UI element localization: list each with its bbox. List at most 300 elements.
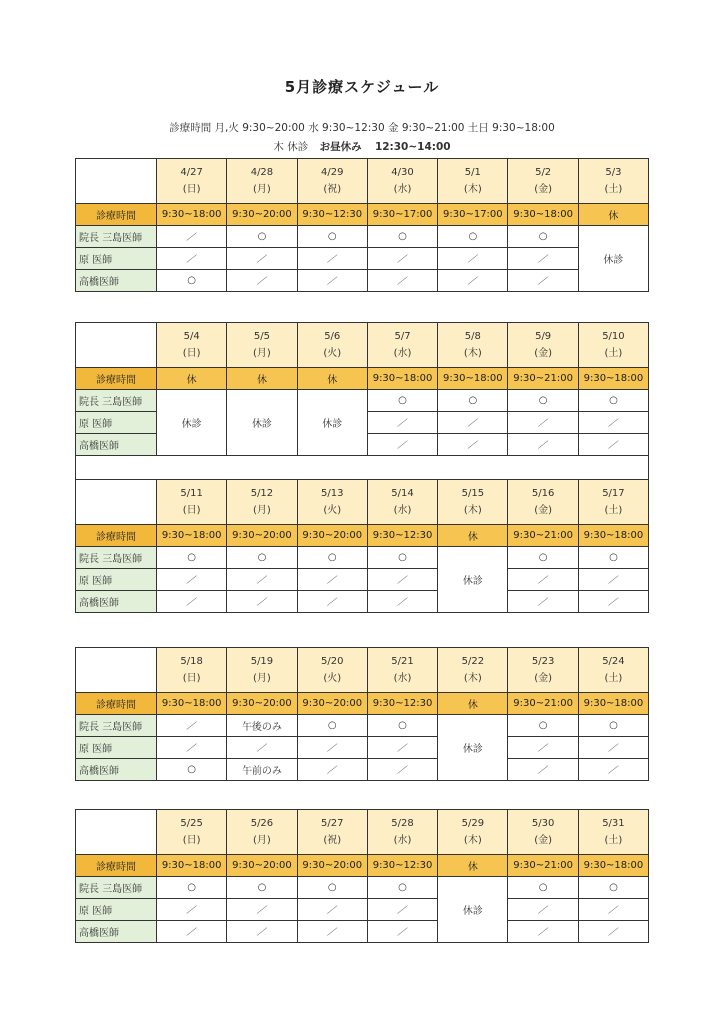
date-label: 5/19 bbox=[250, 656, 274, 667]
availability-cell bbox=[367, 226, 437, 248]
date-label: 5/13 bbox=[321, 488, 344, 499]
date-cell bbox=[157, 810, 227, 855]
hours-cell: 休 bbox=[578, 204, 648, 226]
date-cell bbox=[227, 810, 297, 855]
hours-cell: 9:30~18:00 bbox=[438, 368, 508, 390]
weekday-label: (金) bbox=[534, 673, 553, 684]
availability-cell bbox=[157, 759, 227, 781]
hours-row bbox=[76, 204, 649, 226]
availability-cell bbox=[227, 591, 297, 613]
date-cell bbox=[508, 648, 578, 693]
availability-cell bbox=[297, 737, 367, 759]
availability-cell bbox=[367, 921, 437, 943]
date-cell bbox=[578, 159, 648, 204]
weekday-label: (火) bbox=[323, 348, 342, 359]
availability-cell bbox=[438, 434, 508, 456]
doctor-row bbox=[76, 877, 649, 899]
availability-cell bbox=[438, 390, 508, 412]
date-cell bbox=[367, 480, 437, 525]
availability-cell bbox=[578, 412, 648, 434]
weekday-label: (木) bbox=[463, 184, 482, 195]
availability-cell bbox=[508, 390, 578, 412]
hours-cell: 9:30~18:00 bbox=[157, 693, 227, 715]
available-mark: ○ bbox=[327, 552, 337, 563]
hours-cell: 9:30~20:00 bbox=[227, 855, 297, 877]
availability-cell bbox=[508, 547, 578, 569]
hours-cell: 9:30~17:00 bbox=[438, 204, 508, 226]
availability-cell bbox=[578, 715, 648, 737]
date-cell bbox=[508, 159, 578, 204]
availability-cell bbox=[508, 877, 578, 899]
hours-cell: 9:30~12:30 bbox=[367, 525, 437, 547]
hours-cell: 休 bbox=[297, 368, 367, 390]
closed-cell: 休診 bbox=[227, 390, 297, 456]
hours-cell: 9:30~18:00 bbox=[508, 204, 578, 226]
date-label: 4/28 bbox=[250, 167, 274, 178]
date-label: 5/31 bbox=[602, 818, 625, 829]
doctor-name: 院長 三島医師 bbox=[76, 715, 157, 737]
availability-cell bbox=[367, 270, 437, 292]
date-cell bbox=[157, 648, 227, 693]
available-mark: ○ bbox=[257, 231, 267, 242]
doctor-name: 院長 三島医師 bbox=[76, 390, 157, 412]
hours-cell: 休 bbox=[157, 368, 227, 390]
hours-cell: 9:30~21:00 bbox=[508, 855, 578, 877]
weekday-label: (木) bbox=[463, 673, 482, 684]
availability-text: 午前のみ bbox=[241, 766, 282, 777]
hours-cell: 9:30~20:00 bbox=[227, 204, 297, 226]
not-available-mark: ／ bbox=[326, 596, 338, 608]
availability-cell bbox=[157, 248, 227, 270]
not-available-mark: ／ bbox=[397, 417, 409, 429]
availability-cell bbox=[297, 248, 367, 270]
availability-cell bbox=[578, 390, 648, 412]
not-available-mark: ／ bbox=[397, 904, 409, 916]
date-cell bbox=[578, 480, 648, 525]
not-available-mark: ／ bbox=[256, 253, 268, 265]
not-available-mark: ／ bbox=[537, 904, 549, 916]
date-cell bbox=[367, 159, 437, 204]
date-label: 5/2 bbox=[535, 167, 552, 178]
hours-cell: 9:30~18:00 bbox=[157, 525, 227, 547]
availability-cell bbox=[227, 877, 297, 899]
weekday-label: (木) bbox=[463, 348, 482, 359]
hours-cell: 9:30~18:00 bbox=[157, 855, 227, 877]
not-available-mark: ／ bbox=[607, 596, 619, 608]
available-mark: ○ bbox=[257, 882, 267, 893]
not-available-mark: ／ bbox=[186, 596, 198, 608]
availability-cell bbox=[227, 899, 297, 921]
not-available-mark: ／ bbox=[397, 439, 409, 451]
weekday-label: (水) bbox=[393, 673, 412, 684]
availability-cell bbox=[157, 899, 227, 921]
available-mark: ○ bbox=[398, 720, 407, 731]
date-cell bbox=[438, 810, 508, 855]
not-available-mark: ／ bbox=[537, 253, 549, 265]
hours-cell: 9:30~18:00 bbox=[157, 204, 227, 226]
corner-cell bbox=[76, 810, 157, 855]
date-cell bbox=[297, 323, 367, 368]
not-available-mark: ／ bbox=[607, 904, 619, 916]
availability-cell bbox=[578, 434, 648, 456]
weekday-label: (日) bbox=[182, 505, 201, 516]
hours-cell: 9:30~12:30 bbox=[297, 204, 367, 226]
date-label: 4/27 bbox=[180, 167, 203, 178]
availability-cell bbox=[508, 591, 578, 613]
closed-cell: 休診 bbox=[438, 877, 508, 943]
availability-cell bbox=[297, 547, 367, 569]
date-label: 5/24 bbox=[602, 656, 625, 667]
date-label: 5/4 bbox=[183, 331, 200, 342]
weekday-label: (木) bbox=[463, 835, 482, 846]
date-row bbox=[76, 323, 649, 368]
date-label: 5/16 bbox=[531, 488, 555, 499]
date-cell bbox=[578, 810, 648, 855]
availability-cell bbox=[367, 412, 437, 434]
availability-cell bbox=[227, 921, 297, 943]
availability-cell bbox=[297, 226, 367, 248]
available-mark: ○ bbox=[468, 395, 478, 406]
not-available-mark: ／ bbox=[326, 742, 338, 754]
hours-cell: 9:30~20:00 bbox=[297, 693, 367, 715]
availability-cell bbox=[227, 569, 297, 591]
not-available-mark: ／ bbox=[607, 926, 619, 938]
date-row bbox=[76, 648, 649, 693]
availability-cell bbox=[367, 390, 437, 412]
available-mark: ○ bbox=[327, 882, 337, 893]
date-cell bbox=[367, 323, 437, 368]
availability-cell bbox=[157, 715, 227, 737]
available-mark: ○ bbox=[327, 231, 337, 242]
availability-cell bbox=[157, 569, 227, 591]
doctor-row bbox=[76, 715, 649, 737]
date-cell bbox=[157, 323, 227, 368]
hours-row-label: 診療時間 bbox=[76, 525, 157, 547]
availability-cell bbox=[227, 226, 297, 248]
weekday-label: (金) bbox=[534, 835, 553, 846]
availability-cell bbox=[297, 759, 367, 781]
availability-cell bbox=[227, 737, 297, 759]
available-mark: ○ bbox=[398, 882, 407, 893]
availability-cell bbox=[157, 921, 227, 943]
not-available-mark: ／ bbox=[186, 574, 198, 586]
hours-row-label: 診療時間 bbox=[76, 368, 157, 390]
date-cell bbox=[438, 648, 508, 693]
availability-text: 午後のみ bbox=[241, 722, 282, 733]
not-available-mark: ／ bbox=[607, 439, 619, 451]
weekday-label: (月) bbox=[253, 348, 271, 359]
hours-cell: 休 bbox=[227, 368, 297, 390]
hours-cell: 9:30~12:30 bbox=[367, 855, 437, 877]
not-available-mark: ／ bbox=[537, 764, 549, 776]
date-cell bbox=[508, 810, 578, 855]
available-mark: ○ bbox=[187, 882, 197, 893]
hours-cell: 9:30~20:00 bbox=[297, 525, 367, 547]
availability-cell bbox=[367, 248, 437, 270]
not-available-mark: ／ bbox=[467, 275, 479, 287]
date-label: 5/8 bbox=[464, 331, 481, 342]
doctor-name: 院長 三島医師 bbox=[76, 547, 157, 569]
available-mark: ○ bbox=[468, 231, 478, 242]
date-cell bbox=[227, 648, 297, 693]
not-available-mark: ／ bbox=[537, 574, 549, 586]
weekday-label: (日) bbox=[182, 184, 201, 195]
schedule-table-3 bbox=[75, 647, 649, 781]
availability-cell bbox=[157, 547, 227, 569]
date-label: 5/25 bbox=[180, 818, 203, 829]
not-available-mark: ／ bbox=[537, 439, 549, 451]
available-mark: ○ bbox=[187, 552, 197, 563]
doctor-row bbox=[76, 390, 649, 412]
availability-cell bbox=[367, 569, 437, 591]
not-available-mark: ／ bbox=[467, 253, 479, 265]
date-cell bbox=[508, 480, 578, 525]
hours-row-label: 診療時間 bbox=[76, 855, 157, 877]
hours-cell: 9:30~18:00 bbox=[578, 693, 648, 715]
weekday-label: (土) bbox=[604, 835, 623, 846]
availability-cell bbox=[227, 715, 297, 737]
not-available-mark: ／ bbox=[397, 742, 409, 754]
availability-cell bbox=[508, 921, 578, 943]
weekday-label: (水) bbox=[393, 348, 412, 359]
available-mark: ○ bbox=[609, 395, 618, 406]
date-label: 5/10 bbox=[602, 331, 625, 342]
date-label: 5/1 bbox=[464, 167, 481, 178]
not-available-mark: ／ bbox=[186, 742, 198, 754]
hours-cell: 9:30~18:00 bbox=[578, 855, 648, 877]
date-label: 5/15 bbox=[461, 488, 485, 499]
availability-cell bbox=[367, 547, 437, 569]
weekday-label: (土) bbox=[604, 673, 623, 684]
weekday-label: (金) bbox=[534, 184, 553, 195]
hours-cell: 9:30~20:00 bbox=[227, 693, 297, 715]
doctor-row bbox=[76, 921, 649, 943]
weekday-label: (月) bbox=[253, 835, 271, 846]
date-cell bbox=[297, 810, 367, 855]
weekday-label: (水) bbox=[393, 835, 412, 846]
not-available-mark: ／ bbox=[256, 926, 268, 938]
availability-cell bbox=[508, 715, 578, 737]
not-available-mark: ／ bbox=[607, 764, 619, 776]
not-available-mark: ／ bbox=[467, 439, 479, 451]
date-cell bbox=[227, 159, 297, 204]
availability-cell bbox=[578, 921, 648, 943]
doctor-row bbox=[76, 759, 649, 781]
date-cell bbox=[157, 159, 227, 204]
not-available-mark: ／ bbox=[397, 275, 409, 287]
availability-cell bbox=[157, 737, 227, 759]
doctor-name: 高橋医師 bbox=[76, 921, 157, 943]
weekday-label: (火) bbox=[323, 673, 342, 684]
lunch-time: 12:30~14:00 bbox=[374, 141, 451, 153]
hours-cell: 9:30~20:00 bbox=[227, 525, 297, 547]
not-available-mark: ／ bbox=[326, 904, 338, 916]
hours-row-label: 診療時間 bbox=[76, 693, 157, 715]
availability-cell bbox=[297, 921, 367, 943]
date-cell bbox=[578, 648, 648, 693]
hours-row bbox=[76, 368, 649, 390]
availability-cell bbox=[578, 877, 648, 899]
weekday-label: (祝) bbox=[323, 835, 342, 846]
not-available-mark: ／ bbox=[256, 275, 268, 287]
date-row bbox=[76, 159, 649, 204]
weekday-label: (日) bbox=[182, 835, 201, 846]
date-label: 5/18 bbox=[180, 656, 203, 667]
date-label: 5/20 bbox=[321, 656, 344, 667]
table-body bbox=[76, 323, 649, 613]
date-label: 5/21 bbox=[391, 656, 414, 667]
not-available-mark: ／ bbox=[326, 926, 338, 938]
doctor-name: 高橋医師 bbox=[76, 270, 157, 292]
availability-cell bbox=[157, 877, 227, 899]
closed-cell: 休診 bbox=[157, 390, 227, 456]
doctor-row bbox=[76, 737, 649, 759]
availability-cell bbox=[227, 547, 297, 569]
hours-cell: 9:30~18:00 bbox=[578, 525, 648, 547]
date-label: 5/27 bbox=[321, 818, 344, 829]
date-row bbox=[76, 810, 649, 855]
not-available-mark: ／ bbox=[607, 417, 619, 429]
corner-cell bbox=[76, 648, 157, 693]
hours-cell: 休 bbox=[438, 855, 508, 877]
date-label: 5/29 bbox=[461, 818, 485, 829]
doctor-name: 原 医師 bbox=[76, 737, 157, 759]
available-mark: ○ bbox=[187, 275, 197, 286]
date-label: 4/30 bbox=[391, 167, 414, 178]
date-cell bbox=[227, 323, 297, 368]
date-label: 5/9 bbox=[535, 331, 552, 342]
available-mark: ○ bbox=[609, 882, 618, 893]
not-available-mark: ／ bbox=[537, 596, 549, 608]
availability-cell bbox=[297, 591, 367, 613]
date-cell bbox=[438, 159, 508, 204]
hours-summary: 診療時間 月,火 9:30~20:00 水 9:30~12:30 金 9:30~21:00 土日 9:30~18:00 bbox=[169, 122, 555, 134]
date-cell bbox=[157, 480, 227, 525]
hours-cell: 9:30~21:00 bbox=[508, 368, 578, 390]
weekday-label: (土) bbox=[604, 184, 623, 195]
availability-cell bbox=[438, 270, 508, 292]
doctor-row bbox=[76, 569, 649, 591]
not-available-mark: ／ bbox=[256, 742, 268, 754]
availability-cell bbox=[227, 270, 297, 292]
doctor-name: 高橋医師 bbox=[76, 591, 157, 613]
availability-cell bbox=[578, 759, 648, 781]
doctor-name: 院長 三島医師 bbox=[76, 226, 157, 248]
weekday-label: (土) bbox=[604, 505, 623, 516]
date-label: 5/12 bbox=[250, 488, 274, 499]
weekday-label: (月) bbox=[253, 184, 271, 195]
hours-cell: 休 bbox=[438, 525, 508, 547]
availability-cell bbox=[508, 899, 578, 921]
hours-cell: 9:30~20:00 bbox=[297, 855, 367, 877]
not-available-mark: ／ bbox=[326, 574, 338, 586]
availability-cell bbox=[578, 899, 648, 921]
available-mark: ○ bbox=[398, 231, 407, 242]
doctor-name: 原 医師 bbox=[76, 412, 157, 434]
not-available-mark: ／ bbox=[326, 253, 338, 265]
available-mark: ○ bbox=[398, 395, 407, 406]
table-body bbox=[76, 810, 649, 943]
available-mark: ○ bbox=[538, 231, 548, 242]
schedule-table-1 bbox=[75, 158, 649, 292]
availability-cell bbox=[367, 591, 437, 613]
not-available-mark: ／ bbox=[537, 742, 549, 754]
doctor-name: 院長 三島医師 bbox=[76, 877, 157, 899]
not-available-mark: ／ bbox=[607, 742, 619, 754]
not-available-mark: ／ bbox=[186, 720, 198, 732]
hours-row bbox=[76, 525, 649, 547]
corner-cell bbox=[76, 323, 157, 368]
weekday-label: (日) bbox=[182, 348, 201, 359]
not-available-mark: ／ bbox=[397, 574, 409, 586]
availability-cell bbox=[367, 899, 437, 921]
weekday-label: (金) bbox=[534, 505, 553, 516]
availability-cell bbox=[297, 877, 367, 899]
available-mark: ○ bbox=[538, 720, 548, 731]
date-label: 5/26 bbox=[250, 818, 274, 829]
schedule-table-4 bbox=[75, 809, 649, 943]
availability-cell bbox=[508, 434, 578, 456]
date-label: 5/7 bbox=[394, 331, 411, 342]
not-available-mark: ／ bbox=[326, 764, 338, 776]
not-available-mark: ／ bbox=[467, 417, 479, 429]
weekday-label: (月) bbox=[253, 673, 271, 684]
date-cell bbox=[297, 480, 367, 525]
doctor-row bbox=[76, 226, 649, 248]
availability-cell bbox=[157, 226, 227, 248]
not-available-mark: ／ bbox=[256, 574, 268, 586]
available-mark: ○ bbox=[327, 720, 337, 731]
availability-cell bbox=[367, 877, 437, 899]
table-body bbox=[76, 648, 649, 781]
not-available-mark: ／ bbox=[537, 926, 549, 938]
closed-day-text: 木 休診 bbox=[273, 141, 309, 153]
hours-cell: 9:30~21:00 bbox=[508, 693, 578, 715]
availability-cell bbox=[508, 759, 578, 781]
available-mark: ○ bbox=[609, 720, 618, 731]
hours-cell: 休 bbox=[438, 693, 508, 715]
closed-cell: 休診 bbox=[297, 390, 367, 456]
date-cell bbox=[367, 810, 437, 855]
page-title: 5月診療スケジュール bbox=[284, 78, 440, 96]
date-label: 5/23 bbox=[531, 656, 555, 667]
doctor-row bbox=[76, 248, 649, 270]
availability-cell bbox=[227, 759, 297, 781]
closed-cell: 休診 bbox=[438, 547, 508, 613]
date-label: 5/17 bbox=[602, 488, 625, 499]
weekday-label: (日) bbox=[182, 673, 201, 684]
hours-row-label: 診療時間 bbox=[76, 204, 157, 226]
availability-cell bbox=[367, 715, 437, 737]
not-available-mark: ／ bbox=[186, 231, 198, 243]
not-available-mark: ／ bbox=[397, 764, 409, 776]
availability-cell bbox=[508, 270, 578, 292]
date-label: 5/3 bbox=[605, 167, 622, 178]
availability-cell bbox=[157, 591, 227, 613]
availability-cell bbox=[297, 569, 367, 591]
not-available-mark: ／ bbox=[186, 253, 198, 265]
not-available-mark: ／ bbox=[537, 275, 549, 287]
not-available-mark: ／ bbox=[256, 596, 268, 608]
available-mark: ○ bbox=[257, 552, 267, 563]
doctor-row bbox=[76, 899, 649, 921]
doctor-name: 原 医師 bbox=[76, 248, 157, 270]
doctor-name: 高橋医師 bbox=[76, 434, 157, 456]
not-available-mark: ／ bbox=[256, 904, 268, 916]
corner-cell bbox=[76, 159, 157, 204]
date-label: 5/11 bbox=[180, 488, 203, 499]
weekday-label: (木) bbox=[463, 505, 482, 516]
